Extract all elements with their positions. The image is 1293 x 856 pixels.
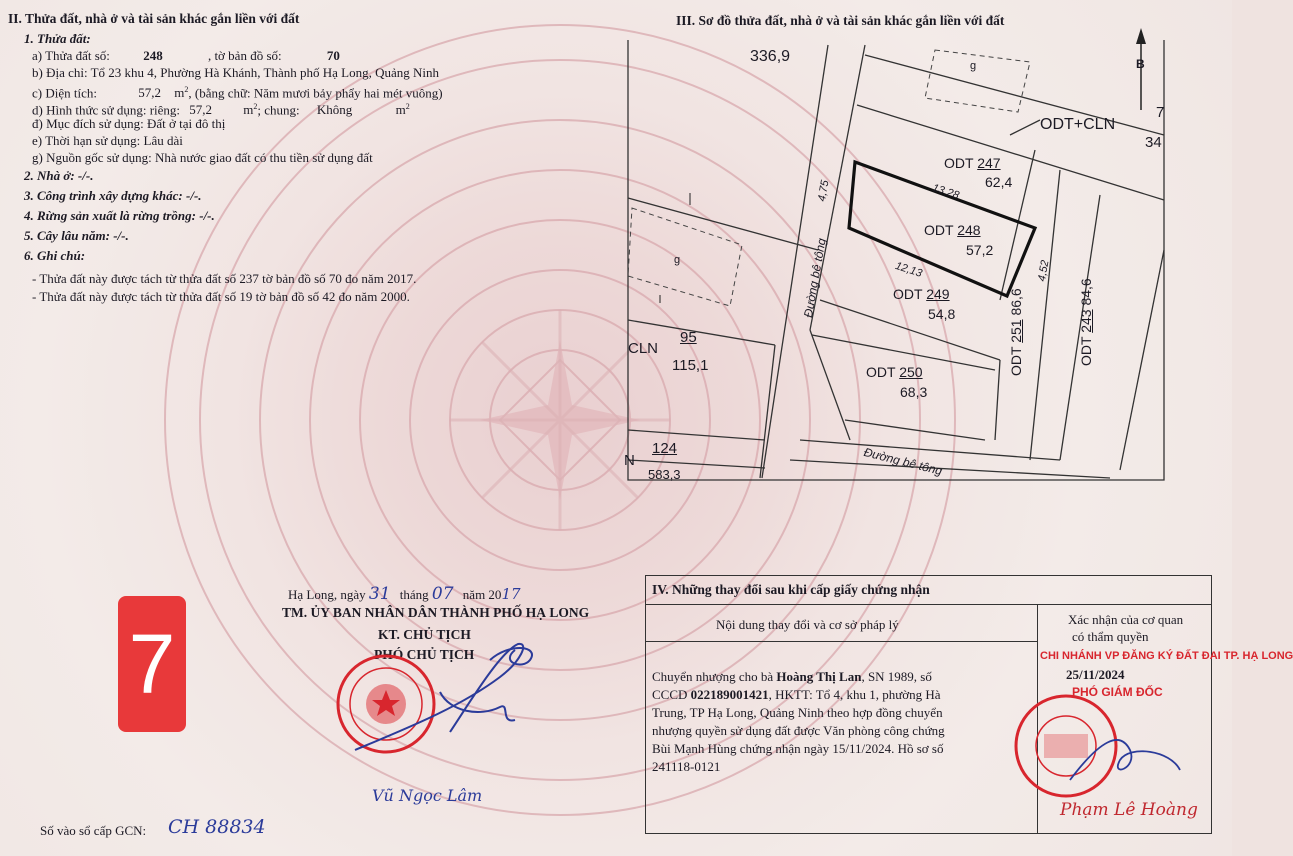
section2-heading: II. Thửa đất, nhà ở và tài sản khác gắn liền với đất <box>8 11 300 26</box>
registry-number: CH 88834 <box>168 816 266 838</box>
house-label: g <box>674 254 681 266</box>
dim-label: 4,75 <box>815 179 832 203</box>
stamp-office: CHI NHÁNH VP ĐĂNG KÝ ĐẤT ĐAI TP. HẠ LONG <box>1040 650 1293 662</box>
forest-line: 4. Rừng sản xuất là rừng trồng: -/-. <box>24 208 215 223</box>
north-label: B <box>1136 57 1145 71</box>
boundary <box>820 300 1000 360</box>
parcel-248-area: 57,2 <box>966 242 994 258</box>
common-unit: m <box>395 102 406 118</box>
road-label: Đường bê tông <box>800 237 829 319</box>
road-label: Đường bê tông <box>862 444 944 478</box>
boundary <box>1030 170 1060 460</box>
road-edge <box>810 330 850 440</box>
map-frame <box>628 40 1164 480</box>
parcel-243-label: ODT 243 84,6 <box>1078 278 1094 366</box>
change-line-2: CCCD 022189001421, HKTT: Tổ 4, khu 1, phường Hà <box>652 687 941 702</box>
parcel-95-number: 95 <box>680 329 697 346</box>
area-words: , (bằng chữ: Năm mươi bảy phẩy hai mét vuông) <box>188 85 443 101</box>
map-sheet-label: , tờ bản đồ số: <box>207 48 282 63</box>
buyer-id: 022189001421 <box>690 687 769 702</box>
column-content-header: Nội dung thay đổi và cơ sở pháp lý <box>716 617 899 632</box>
signer-name: Vũ Ngọc Lâm <box>372 786 483 805</box>
area-unit: m <box>174 85 185 101</box>
section4-heading: IV. Những thay đổi sau khi cấp giấy chứng nhận <box>652 582 930 597</box>
map-sheet-number: 70 <box>326 48 340 63</box>
note-2: - Thửa đất này được tách từ thửa đất số 19 tờ bản đồ số 42 đo năm 2000. <box>32 289 410 304</box>
house-outline <box>628 208 742 306</box>
notes-heading: 6. Ghi chú: <box>24 248 86 263</box>
common-label: ; chung: <box>257 102 300 118</box>
parcel-247-label: ODT 247 <box>944 155 1001 171</box>
stamp-date: 25/11/2024 <box>1066 667 1125 682</box>
dim-label: 13,28 <box>930 181 961 202</box>
north-arrow-head <box>1136 28 1146 44</box>
boundary <box>1010 120 1040 135</box>
parcel-249-label: ODT 249 <box>893 286 950 302</box>
house-label: g <box>970 60 977 72</box>
section3-heading: III. Sơ đồ thửa đất, nhà ở và tài sản khác gắn liền với đất <box>676 13 1005 28</box>
stamp-signer: Phạm Lê Hoàng <box>1060 800 1198 820</box>
purpose-line: đ) Mục đích sử dụng: Đất ở tại đô thị <box>32 116 226 131</box>
origin-line: g) Nguồn gốc sử dụng: Nhà nước giao đất có thu tiền sử dụng đất <box>32 150 373 165</box>
land-heading: 1. Thửa đất: <box>24 31 91 46</box>
signing-year: 17 <box>501 585 521 603</box>
registry-label: Số vào sổ cấp GCN: <box>40 823 147 838</box>
house-outline <box>925 50 1030 112</box>
label-3369: 336,9 <box>750 48 791 65</box>
parcel-label: a) Thửa đất số: <box>32 48 110 63</box>
month-label: tháng <box>399 587 429 602</box>
vice-chairman: PHÓ CHỦ TỊCH <box>374 647 475 662</box>
parcel-251-label: ODT 251 86,6 <box>1008 288 1024 376</box>
construction-line: 3. Công trình xây dựng khác: -/-. <box>24 188 202 203</box>
boundary <box>1120 250 1164 470</box>
area-label: c) Diện tích: <box>32 85 97 101</box>
buyer-name: Hoàng Thị Lan <box>776 669 862 684</box>
note-1: - Thửa đất này được tách từ thửa đất số 237 tờ bản đồ số 70 đo năm 2017. <box>32 271 417 286</box>
parcel-250-label: ODT 250 <box>866 364 923 380</box>
parcel-number: 248 <box>143 48 163 63</box>
change-line-1: Chuyển nhượng cho bà Hoàng Thị Lan, SN 1989, số <box>652 669 932 684</box>
parcel-95-area: 115,1 <box>672 357 709 374</box>
signing-month: 07 <box>431 584 454 604</box>
change-line-6: 241118-0121 <box>652 759 721 774</box>
house-line: 2. Nhà ở: -/-. <box>24 168 94 183</box>
column-confirm-header-1: Xác nhận của cơ quan <box>1068 612 1184 627</box>
column-confirm-header-2: có thẩm quyền <box>1072 629 1149 644</box>
label-7: 7 <box>1156 104 1165 121</box>
signing-day: 31 <box>368 584 391 604</box>
road-edge <box>790 460 1110 478</box>
year-label: năm 20 <box>462 587 502 602</box>
parcel-124-area: 583,3 <box>648 467 681 482</box>
boundary <box>865 55 1164 135</box>
parcel-124-number: 124 <box>652 440 678 457</box>
usage-form-line: d) Hình thức sử dụng: riêng: 57,2 $m^2$; chung: Không $m^2$ <box>32 102 410 118</box>
road-edge <box>800 440 1060 460</box>
official-signature <box>350 632 570 762</box>
parcel-248-label: ODT 248 <box>924 222 981 238</box>
private-area: 57,2 <box>189 102 213 118</box>
signing-place: Hạ Long, ngày <box>288 587 366 602</box>
private-unit: m <box>243 102 254 118</box>
common-area: Không <box>316 102 353 118</box>
parcel-249-area: 54,8 <box>928 306 956 322</box>
change-line-4: nhượng quyền sử dụng đất được Văn phòng công chứng <box>652 723 945 738</box>
label-odt-cln: ODT+CLN <box>1040 116 1116 133</box>
parcel-95-code: CLN <box>628 340 659 357</box>
area-line: c) Diện tích: 57,2 $m^2$, (bằng chữ: Năm mươi bảy phẩy hai mét vuông) <box>32 85 443 101</box>
area-value: 57,2 <box>138 85 161 101</box>
photo-number-badge: 7 <box>118 596 186 732</box>
parcel-250-area: 68,3 <box>900 384 928 400</box>
change-line-5: Bùi Mạnh Hùng chứng nhận ngày 15/11/2024. Hồ sơ số <box>652 741 944 756</box>
parcel-247-area: 62,4 <box>985 174 1013 190</box>
dim-label: 4,52 <box>1035 259 1052 283</box>
address-line: b) Địa chỉ: Tổ 23 khu 4, Phường Hà Khánh, Thành phố Hạ Long, Quảng Ninh <box>32 65 439 80</box>
signing-date-line <box>288 586 521 603</box>
confirm-signature <box>1060 720 1200 800</box>
boundary <box>845 420 985 440</box>
change-line-3: Trung, TP Hạ Long, Quảng Ninh theo hợp đồng chuyển <box>652 705 943 720</box>
dim-label: 12,13 <box>893 259 924 280</box>
boundary <box>628 198 818 250</box>
stamp-role: PHÓ GIÁM ĐỐC <box>1072 685 1163 699</box>
kt-chairman: KT. CHỦ TỊCH <box>378 627 471 642</box>
term-line: e) Thời hạn sử dụng: Lâu dài <box>32 133 183 148</box>
perennial-line: 5. Cây lâu năm: -/-. <box>24 228 129 243</box>
usage-form-label: d) Hình thức sử dụng: riêng: <box>32 102 181 118</box>
boundary <box>995 360 1000 440</box>
boundary <box>628 430 765 440</box>
issuing-org: TM. ỦY BAN NHÂN DÂN THÀNH PHỐ HẠ LONG <box>282 605 590 620</box>
label-34: 34 <box>1145 134 1162 151</box>
parcel-124-code: N <box>624 452 635 469</box>
